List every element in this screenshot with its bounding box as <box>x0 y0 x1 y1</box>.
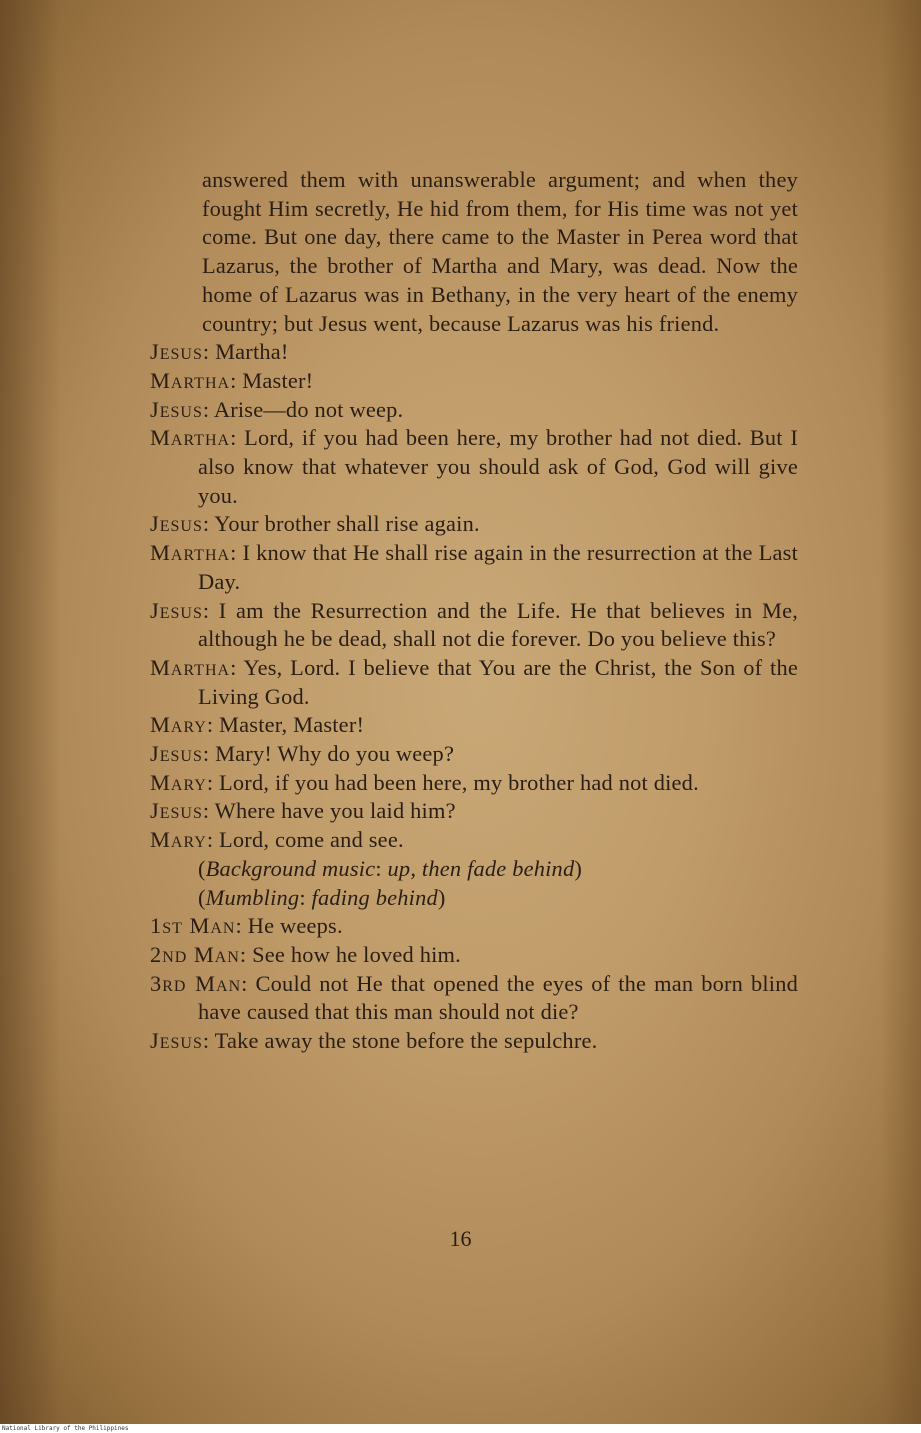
dialogue-text: Yes, Lord. I believe that You are the Christ, the Son of the Living God. <box>198 654 798 709</box>
dialogue-text: Where have you laid him? <box>214 798 456 824</box>
dialogue-text: Master! <box>242 367 314 393</box>
dialogue-line: Martha: Yes, Lord. I believe that You are the Christ, the Son of the Living God. <box>150 654 798 709</box>
page-number: 16 <box>449 1226 472 1251</box>
dialogue-text: Mary! Why do you weep? <box>215 741 455 767</box>
dialogue-line: Jesus: Take away the stone before the sepulchre. <box>150 1028 598 1054</box>
dialogue-text: Martha! <box>215 339 289 365</box>
dialogue-text: He weeps. <box>247 913 343 939</box>
stage-direction-label: Mumbling <box>205 884 300 910</box>
dialogue-line: Jesus: Your brother shall rise again. <box>150 511 480 537</box>
speaker-name: Jesus <box>150 597 203 623</box>
speaker-name: Martha <box>150 425 231 451</box>
dialogue-text: Could not He that opened the eyes of the man born blind have caused that this man should not die? <box>198 970 799 1025</box>
dialogue-text: I know that He shall rise again in the resurrection at the Last Day. <box>198 540 799 594</box>
speaker-name: 2nd Man <box>150 941 240 967</box>
dialogue-text: See how he loved him. <box>252 941 461 967</box>
dialogue-line: Martha: Master! <box>150 367 314 393</box>
speaker-name: 1st Man <box>150 913 236 939</box>
dialogue-text: Lord, if you had been here, my brother had not died. But I also know that whatever you should ask of God, God will give you. <box>198 425 799 508</box>
speaker-name: Jesus <box>150 798 203 824</box>
stage-direction-text: fading behind <box>311 884 438 910</box>
stage-direction-label: Background music <box>205 855 376 881</box>
speaker-name: 3rd Man <box>150 970 242 996</box>
dialogue-line: Martha: I know that He shall rise again in the resurrection at the Last Day. <box>150 540 799 594</box>
stage-direction-text: up, then fade behind <box>387 855 575 881</box>
dialogue-line: Jesus: Where have you laid him? <box>150 798 456 824</box>
speaker-name: Martha <box>150 367 231 393</box>
dialogue-line: Jesus: I am the Resurrection and the Life. He that believes in Me, although he be dead, shall not die forever. Do you believe this? <box>150 597 799 652</box>
dialogue-line: Mary: Lord, if you had been here, my brother had not died. <box>150 769 699 795</box>
stage-direction: (Background music: up, then fade behind) <box>198 855 583 881</box>
dialogue-text: Arise—do not weep. <box>213 396 404 422</box>
dialogue-line: Mary: Master, Master! <box>150 712 365 738</box>
stage-direction: (Mumbling: fading behind) <box>198 884 446 910</box>
speaker-name: Jesus <box>150 1028 203 1054</box>
dialogue-line: Jesus: Mary! Why do you weep? <box>150 741 455 767</box>
dialogue-line: Jesus: Martha! <box>150 339 289 365</box>
dialogue-line: Mary: Lord, come and see. <box>150 827 404 853</box>
dialogue-text: Take away the stone before the sepulchre. <box>214 1028 598 1054</box>
dialogue-text: Lord, come and see. <box>219 827 404 853</box>
dialogue-line: Martha: Lord, if you had been here, my brother had not died. But I also know that whatever you should ask of God, God will give you. <box>150 425 799 508</box>
dialogue-text: I am the Resurrection and the Life. He that believes in Me, although he be dead, shall not die forever. Do you believe this? <box>198 597 799 652</box>
page-text <box>150 166 798 1056</box>
dialogue-text: Master, Master! <box>219 712 365 738</box>
dialogue-line: Jesus: Arise—do not weep. <box>150 396 404 422</box>
speaker-name: Jesus <box>150 741 203 767</box>
dialogue-line: 3rd Man: Could not He that opened the eyes of the man born blind have caused that this man should not die? <box>150 970 799 1025</box>
speaker-name: Mary <box>150 769 207 795</box>
speaker-name: Martha <box>150 654 231 680</box>
speaker-name: Jesus <box>150 511 203 537</box>
speaker-name: Martha <box>150 540 231 566</box>
speaker-name: Mary <box>150 827 207 853</box>
intro-paragraph: answered them with unanswerable argument; and when they fought Him secretly, He hid from them, for His time was not yet come. But one day, there came to the Master in Perea word that Lazarus, the brother of Martha and Mary, was dead. Now the home of Lazarus was in Bethany, in the very heart of the enemy country; but Jesus went, because Lazarus was his friend. <box>202 167 798 336</box>
dialogue-text: Your brother shall rise again. <box>214 511 480 537</box>
speaker-name: Jesus <box>150 396 203 422</box>
library-credit: National Library of the Philippines <box>2 1425 129 1432</box>
dialogue-line: 1st Man: He weeps. <box>150 913 343 939</box>
speaker-name: Jesus <box>150 339 203 365</box>
dialogue-text: Lord, if you had been here, my brother had not died. <box>219 769 699 795</box>
speaker-name: Mary <box>150 712 207 738</box>
dialogue-line: 2nd Man: See how he loved him. <box>150 941 461 967</box>
